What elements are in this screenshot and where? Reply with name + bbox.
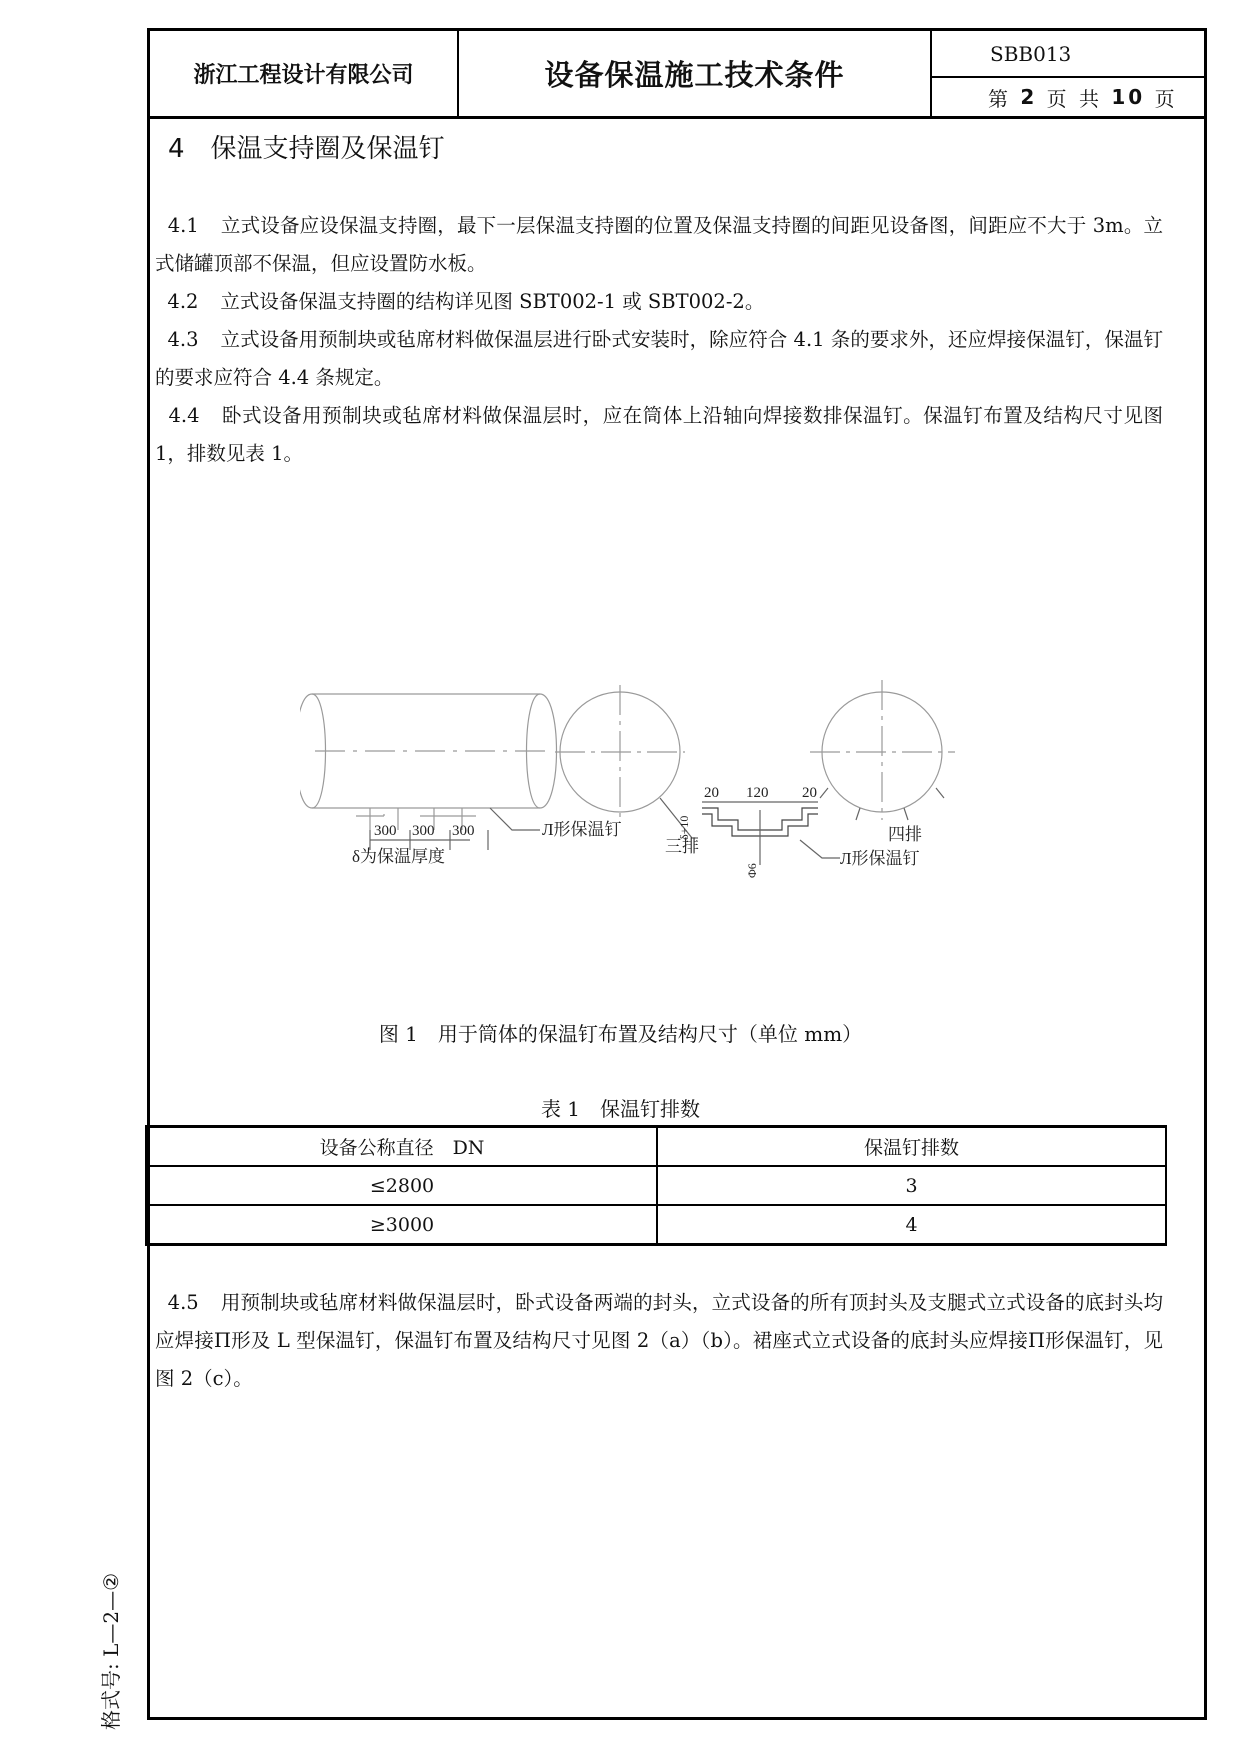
document-code: SBB013 (932, 31, 1204, 78)
dim-label-2: 300 (412, 823, 435, 839)
form-number-label: 格式号: L—2—② (99, 1572, 123, 1730)
figure-caption: 图 1 用于筒体的保温钉布置及结构尺寸（单位 mm） (378, 1022, 863, 1046)
pin-type-label-b: Л形保温钉 (840, 849, 920, 868)
table-caption: 表 1 保温钉排数 (540, 1097, 701, 1121)
pin-width-right: 20 (802, 785, 817, 801)
paragraph-number: 4.5 (167, 1291, 199, 1314)
pin-height-label: δ+10 (677, 815, 691, 840)
paragraph-text: 立式设备应设保温支持圈，最下一层保温支持圈的位置及保温支持圈的间距见设备图，间距应不大于 3m。立式储罐顶部不保温，但应设置防水板。 (155, 214, 1163, 275)
paragraph-text: 立式设备保温支持圈的结构详见图 SBT002-1 或 SBT002-2。 (220, 290, 765, 313)
page-total: 10 (1111, 85, 1146, 109)
pin-width-left: 20 (704, 785, 719, 801)
page-mid: 页 共 (1046, 86, 1102, 111)
table-cell: 4 (657, 1205, 1166, 1245)
page-suffix: 页 (1154, 86, 1178, 111)
page-prefix: 第 (988, 86, 1011, 111)
table-header-cell: 保温钉排数 (657, 1127, 1166, 1167)
paragraph-4-1 (155, 207, 1163, 283)
section-number: 4 (168, 134, 185, 164)
dim-label-1: 300 (374, 823, 397, 839)
document-title: 设备保温施工技术条件 (459, 31, 932, 116)
pin-rows-table (145, 1125, 1167, 1246)
paragraph-4-2 (155, 283, 1163, 321)
paragraph-text: 立式设备用预制块或毡席材料做保温层进行卧式安装时，除应符合 4.1 条的要求外，还应焊接保温钉，保温钉的要求应符合 4.4 条规定。 (155, 328, 1163, 389)
figure-1-drawing (300, 680, 1060, 890)
pin-diameter-label: Φ6 (745, 863, 759, 878)
table-row (147, 1166, 1167, 1205)
paragraph-number: 4.1 (167, 214, 199, 237)
title-block (147, 28, 1207, 119)
table-cell: ≤2800 (147, 1166, 658, 1205)
paragraph-4-3 (155, 321, 1163, 397)
company-name: 浙江工程设计有限公司 (150, 31, 459, 116)
table-header-row (147, 1127, 1167, 1167)
paragraph-text: 卧式设备用预制块或毡席材料做保温层时，应在筒体上沿轴向焊接数排保温钉。保温钉布置及结构尺寸见图 1，排数见表 1。 (155, 404, 1163, 465)
circle-2-axes (810, 680, 955, 820)
paragraph-text: 用预制块或毡席材料做保温层时，卧式设备两端的封头，立式设备的所有顶封头及支腿式立式设备的底封头均应焊接Π形及 L 型保温钉，保温钉布置及结构尺寸见图 2（a）（b）。裙座式立式设备的底封头应焊接Π形保温钉，见图 2（c）。 (155, 1291, 1163, 1390)
three-rows-label: 三排 (665, 837, 699, 856)
title-block-meta (932, 31, 1204, 116)
paragraph-number: 4.3 (167, 328, 199, 351)
paragraph-4-4 (155, 397, 1163, 473)
paragraph-number: 4.2 (167, 290, 199, 313)
circle-1-axes (555, 685, 685, 820)
table-header-cell: 设备公称直径 DN (147, 1127, 658, 1167)
delta-note: δ为保温厚度 (352, 847, 446, 866)
four-rows-label: 四排 (888, 825, 922, 844)
table-cell: 3 (657, 1166, 1166, 1205)
leader-pin-a (490, 808, 540, 830)
paragraph-4-5 (155, 1284, 1163, 1398)
pin-heads (356, 814, 476, 816)
table-cell: ≥3000 (147, 1205, 658, 1245)
leader-pin-b (800, 840, 840, 858)
paragraph-number: 4.4 (168, 404, 200, 427)
page-indicator (932, 78, 1204, 116)
table-row (147, 1205, 1167, 1245)
section-heading (168, 128, 471, 165)
page-number: 2 (1020, 85, 1038, 109)
pin-width-mid: 120 (746, 785, 769, 801)
dim-label-3: 300 (452, 823, 475, 839)
section-title: 保温支持圈及保温钉 (210, 134, 445, 164)
pin-type-label-a: Л形保温钉 (542, 820, 622, 839)
